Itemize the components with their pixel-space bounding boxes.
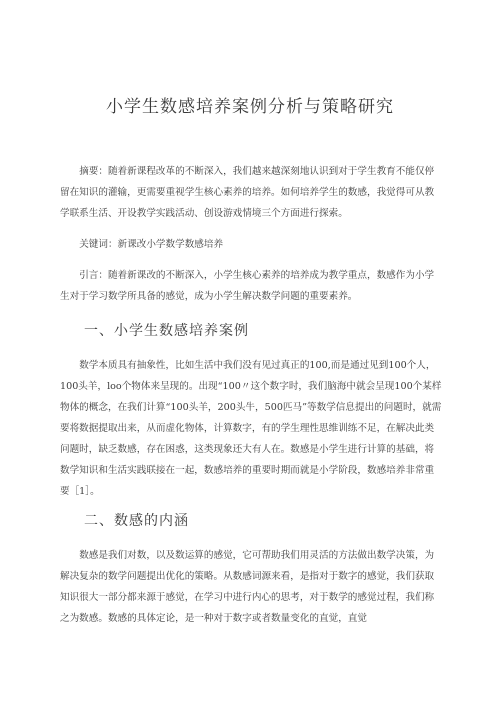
section-heading-1: 一、小学生数感培养案例 xyxy=(84,323,249,339)
section-heading-2: 二、数感的内涵 xyxy=(84,513,189,529)
abstract-paragraph: 摘要：随着新课程改革的不断深入，我们越来越深刻地认识到对于学生教育不能仅停留在知识的灌输，更需要重视学生核心素养的培养。如何培养学生的数感，我觉得可从教学联系生活、开设教学实践活动、创设游戏情境三个方面进行探索。 xyxy=(60,166,435,219)
introduction-paragraph: 引言：随着新课改的不断深入，小学生核心素养的培养成为教学重点，数感作为小学生对于学习数学所具备的感觉，成为小学生解决数学问题的重要素养。 xyxy=(60,270,435,302)
section-1-paragraph: 数学本质具有抽象性，比如生活中我们没有见过真正的100,而是通过见到100个人，100头羊，loo个物体来呈现的。出现“100〃这个数字时，我们脑海中就会呈现100个某样物体的概念，在我们计算“100头羊，200头牛，500匹马”等数学信息提出的问题时，就需要将数据提取出来，从而虚化物体，计算数字，有的学生理性思维训练不足，在解决此类问题时，缺乏数感，存在困惑，这类现象还大有人在。数感是小学生进行计算的基础，将数学知识和生活实践联接在一起，数感培养的重要时期而就是小学阶段，数感培养非常重要［1］。 xyxy=(60,360,442,497)
section-2-paragraph: 数感是我们对数，以及数运算的感觉，它可帮助我们用灵活的方法做出数学决策，为解决复杂的数学问题提出优化的策略。从数感词源来看，是指对于数字的感觉，我们获取知识很大一部分都来源于感觉，在学习中进行内心的思考，对于数学的感觉过程，我们称之为数感。数感的具体定论，是一种对于数字或者数量变化的直觉，直觉 xyxy=(60,550,435,624)
keywords-line: 关键词：新课改小学数学数感培养 xyxy=(79,239,224,250)
document-title: 小学生数感培养案例分析与策略研究 xyxy=(106,97,394,117)
